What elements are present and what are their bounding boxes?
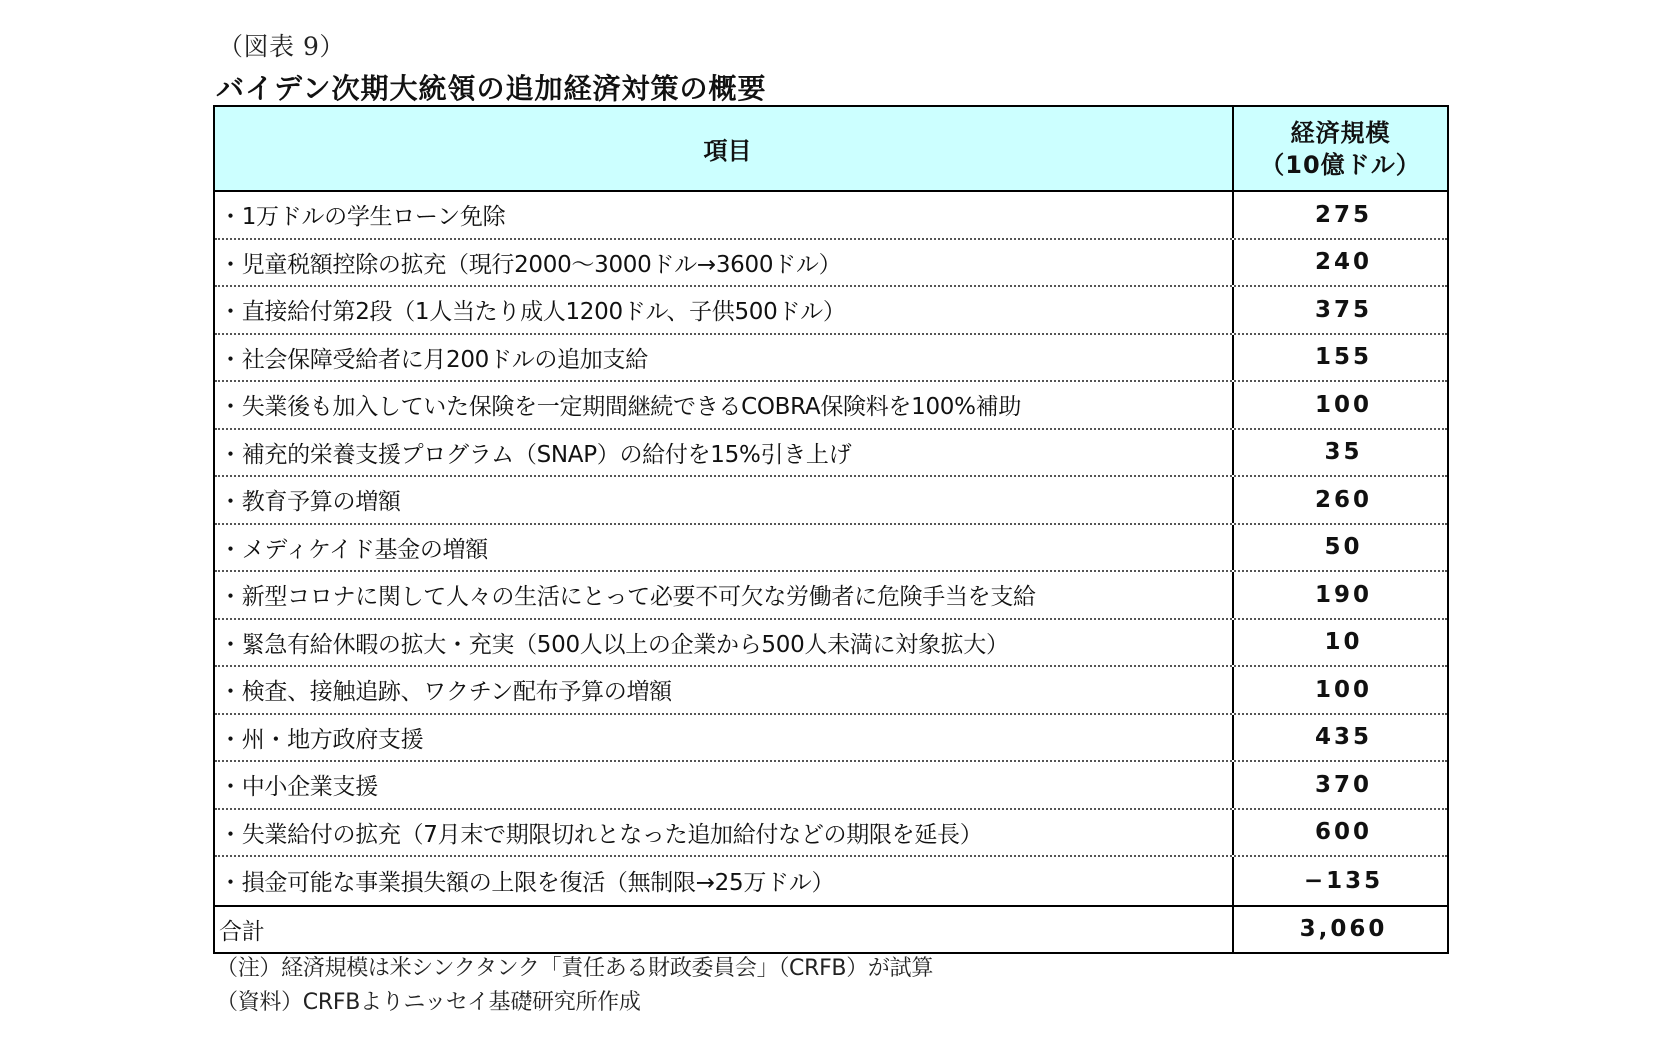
source-text: （資料）CRFBよりニッセイ基礎研究所作成 xyxy=(216,990,641,1015)
item-cell: ・補充的栄養支援プログラム（SNAP）の給付を15%引き上げ xyxy=(215,430,1234,476)
item-cell: ・失業後も加入していた保険を一定期間継続できるCOBRA保険料を100%補助 xyxy=(215,382,1234,428)
value-cell: 35 xyxy=(1324,439,1363,466)
column-header-scale-line2: （10億ドル） xyxy=(1260,150,1421,179)
table-row xyxy=(215,620,1447,668)
total-label: 合計 xyxy=(215,907,1234,952)
value-cell: 375 xyxy=(1314,296,1372,323)
value-cell: 240 xyxy=(1314,249,1372,276)
item-cell: ・直接給付第2段（1人当たり成人1200ドル、子供500ドル） xyxy=(215,287,1234,333)
value-cell: 190 xyxy=(1314,581,1372,608)
table-header xyxy=(215,107,1447,192)
item-cell: ・メディケイド基金の増額 xyxy=(215,525,1234,571)
value-cell: 260 xyxy=(1314,486,1372,513)
table-row xyxy=(215,382,1447,430)
value-cell: 100 xyxy=(1314,391,1372,418)
value-cell: 600 xyxy=(1314,819,1372,846)
total-row xyxy=(215,905,1447,952)
value-cell: 275 xyxy=(1314,201,1372,228)
note-text: （注）経済規模は米シンクタンク「責任ある財政委員会」（CRFB）が試算 xyxy=(216,956,934,981)
value-cell: 435 xyxy=(1314,724,1372,751)
item-cell: ・児童税額控除の拡充（現行2000～3000ドル→3600ドル） xyxy=(215,240,1234,286)
column-header-scale-line1: 経済規模 xyxy=(1290,118,1391,147)
value-cell: −135 xyxy=(1303,867,1384,894)
table-row xyxy=(215,240,1447,288)
measures-table xyxy=(213,105,1449,954)
table-row xyxy=(215,335,1447,383)
table-row xyxy=(215,192,1447,240)
figure-label: （図表 9） xyxy=(218,32,345,61)
total-value: 3,060 xyxy=(1299,916,1388,942)
item-cell: ・中小企業支援 xyxy=(215,762,1234,808)
table-row xyxy=(215,715,1447,763)
table-row xyxy=(215,572,1447,620)
footnotes xyxy=(216,952,933,1020)
item-cell: ・教育予算の増額 xyxy=(215,477,1234,523)
table-row xyxy=(215,430,1447,478)
table-row xyxy=(215,287,1447,335)
item-cell: ・損金可能な事業損失額の上限を復活（無制限→25万ドル） xyxy=(215,857,1234,905)
table-row xyxy=(215,477,1447,525)
value-cell: 10 xyxy=(1324,629,1363,656)
item-cell: ・新型コロナに関して人々の生活にとって必要不可欠な労働者に危険手当を支給 xyxy=(215,572,1234,618)
item-cell: ・緊急有給休暇の拡大・充実（500人以上の企業から500人未満に対象拡大） xyxy=(215,620,1234,666)
item-cell: ・失業給付の拡充（7月末で期限切れとなった追加給付などの期限を延長） xyxy=(215,810,1234,856)
item-cell: ・州・地方政府支援 xyxy=(215,715,1234,761)
page-title: バイデン次期大統領の追加経済対策の概要 xyxy=(216,72,767,105)
value-cell: 155 xyxy=(1314,344,1372,371)
item-cell: ・検査、接触追跡、ワクチン配布予算の増額 xyxy=(215,667,1234,713)
table-row xyxy=(215,667,1447,715)
column-header-item: 項目 xyxy=(215,107,1234,190)
value-cell: 50 xyxy=(1324,534,1363,561)
value-cell: 370 xyxy=(1314,771,1372,798)
item-cell: ・1万ドルの学生ローン免除 xyxy=(215,192,1234,238)
table-row xyxy=(215,762,1447,810)
table-row xyxy=(215,810,1447,858)
item-cell: ・社会保障受給者に月200ドルの追加支給 xyxy=(215,335,1234,381)
table-row xyxy=(215,525,1447,573)
column-header-scale xyxy=(1234,107,1447,190)
table-row xyxy=(215,857,1447,905)
value-cell: 100 xyxy=(1314,676,1372,703)
